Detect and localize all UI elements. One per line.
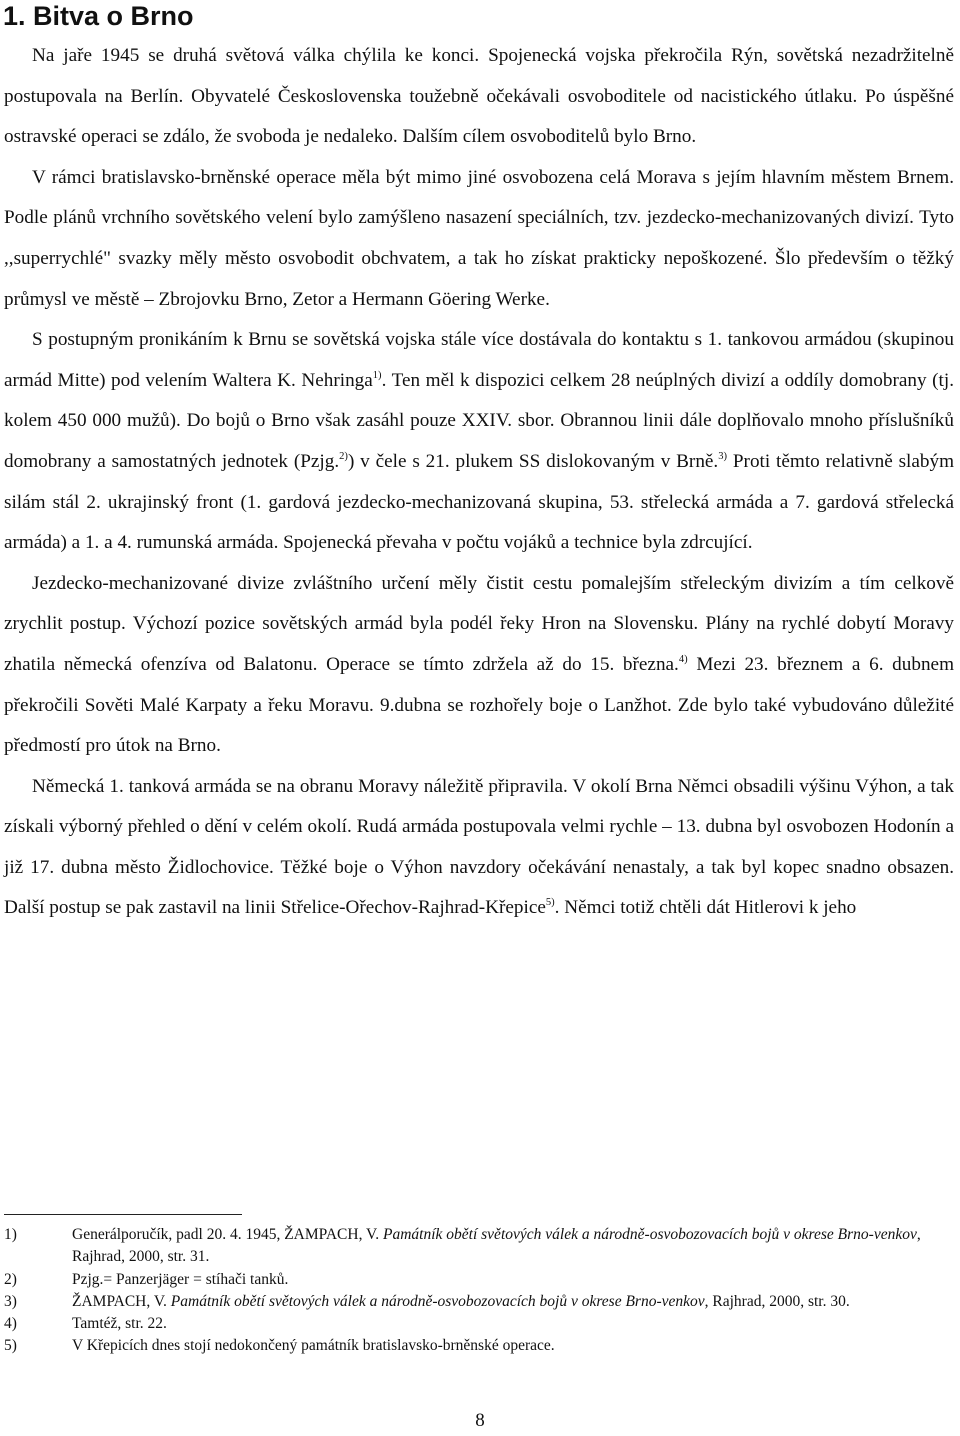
footnote-ref: 2) [339,451,348,463]
footnote-number: 5) [4,1337,17,1355]
paragraph [4,36,954,158]
text-run: . Němci totiž chtěli dát Hitlerovi k jeho [554,897,857,919]
text-run: Mezi 23. březnem a 6. dubnem překročili Sověti Malé Karpaty a řeku Moravu. 9.dubna se rozhořely boje o Lanžhot. Zde bylo také vybudováno důležité předmostí pro útok na Brno. [4,653,955,757]
citation-title: Památník obětí světových válek a národně-osvobozovacích bojů v okrese Brno-venkov [383,1226,917,1243]
footnote-number: 3) [4,1292,17,1310]
text-run: ŽAMPACH, V. [72,1292,171,1310]
footnote [4,1224,954,1269]
paragraph [4,158,954,320]
text-run: Na jaře 1945 se druhá světová válka chýlila ke konci. Spojenecká vojska překročila Rýn, sovětská nezadržitelně postupovala na Berlín. Obyvatelé Československa toužebně očekávali osvoboditele od nacistického útlaku. Po úspěšné ostravské operaci se zdálo, že svoboda je nedaleko. Dalším cílem osvoboditelů bylo Brno. [4,45,954,148]
footnote-ref: 3) [718,451,728,463]
footnote-ref: 4) [678,654,688,665]
text-run: S postupným pronikáním k Brnu se sovětská vojska stále více dostávala do kontaktu s 1. tankovou armádou (skupinou armád Mitte) pod velením Waltera K. Nehringa [4,329,954,391]
paragraph [4,767,954,929]
text-run: Tamtéž, str. 22. [72,1315,167,1333]
text-run: . Ten měl k dispozici celkem 28 neúplných divizí a oddíly domobrany (tj. kolem 450 000 mužů). Do bojů o Brno však zasáhl pouze XXIV. sbor. Obrannou linii dále doplňovalo mnoho příslušníků domobrany a samostatných jednotek (Pzjg. [4,369,954,472]
text-run: Proti těmto relativně slabým silám stál 2. ukrajinský front (1. gardová jezdecko-mechanizovaná skupina, 53. střelecká armáda a 7. gardová střelecká armáda) a 1. a 4. rumunská armáda. Spojenecká převaha v počtu vojáků a technice byla zdrcující. [4,450,954,554]
page-number: 8 [475,1410,485,1431]
footnote-number: 4) [4,1315,17,1333]
footnote-text [72,1313,954,1335]
footnote [4,1269,954,1291]
chapter-heading: 1. Bitva o Brno [3,1,194,31]
footnote [4,1291,954,1313]
footnote-text [72,1335,954,1357]
footnote [4,1335,954,1357]
footnote-ref: 5) [545,897,555,909]
text-run: , Rajhrad, 2000, str. 31. [72,1226,921,1266]
text-run: , Rajhrad, 2000, str. 30. [704,1292,850,1310]
footnote-ref: 1) [372,369,382,381]
footnote-text [72,1269,954,1291]
footnote-number: 2) [4,1270,17,1288]
footnotes [4,1224,954,1358]
text-run: V rámci bratislavsko-brněnské operace měla být mimo jiné osvobozena celá Morava s jejím hlavním městem Brnem. Podle plánů vrchního sovětského velení bylo zamýšleno nasazení speciálních, tzv. jezdecko-mechanizovaných divizí. Tyto ,,superrychlé" svazky měly město osvobodit obchvatem, a tak ho získat prakticky nepoškozené. Šlo především o těžký průmysl ve městě – Zbrojovku Brno, Zetor a Hermann Göering Werke. [4,166,954,310]
footnote-text [72,1291,954,1313]
text-run: ) v čele s 21. plukem SS dislokovaným v Brně. [347,450,719,472]
footnote-number: 1) [4,1226,17,1243]
citation-title: Památník obětí světových válek a národně-osvobozovacích bojů v okrese Brno-venkov [170,1292,705,1310]
paragraph [4,320,954,564]
body-text [4,36,954,929]
footnote-separator [4,1214,242,1215]
text-run: Německá 1. tanková armáda se na obranu Moravy náležitě připravila. V okolí Brna Němci obsadili výšinu Výhon, a tak získali výborný přehled o dění v celém okolí. Rudá armáda postupovala velmi rychle – 13. dubna byl osvobozen Hodonín a již 17. dubna město Židlochovice. Těžké boje o Výhon navzdory očekávání nenastaly, a tak byl kopec snadno obsazen. Další postup se pak zastavil na linii Střelice-Ořechov-Rajhrad-Křepice [4,775,954,919]
text-run: Generálporučík, padl 20. 4. 1945, ŽAMPACH, V. [72,1226,383,1243]
text-run: Pzjg.= Panzerjäger = stíhači tanků. [72,1270,289,1288]
text-run: V Křepicích dnes stojí nedokončený památník bratislavsko-brněnské operace. [72,1337,555,1355]
footnote-text [72,1224,954,1269]
footnote [4,1313,954,1335]
paragraph [4,564,954,767]
text-run: Jezdecko-mechanizované divize zvláštního určení měly čistit cestu pomalejším střeleckým divizím a tím celkově zrychlit postup. Výchozí pozice sovětských armád byla podél řeky Hron na Slovensku. Plány na rychlé dobytí Moravy zhatila německá ofenzíva od Balatonu. Operace se tímto zdržela až do 15. března. [4,572,954,675]
